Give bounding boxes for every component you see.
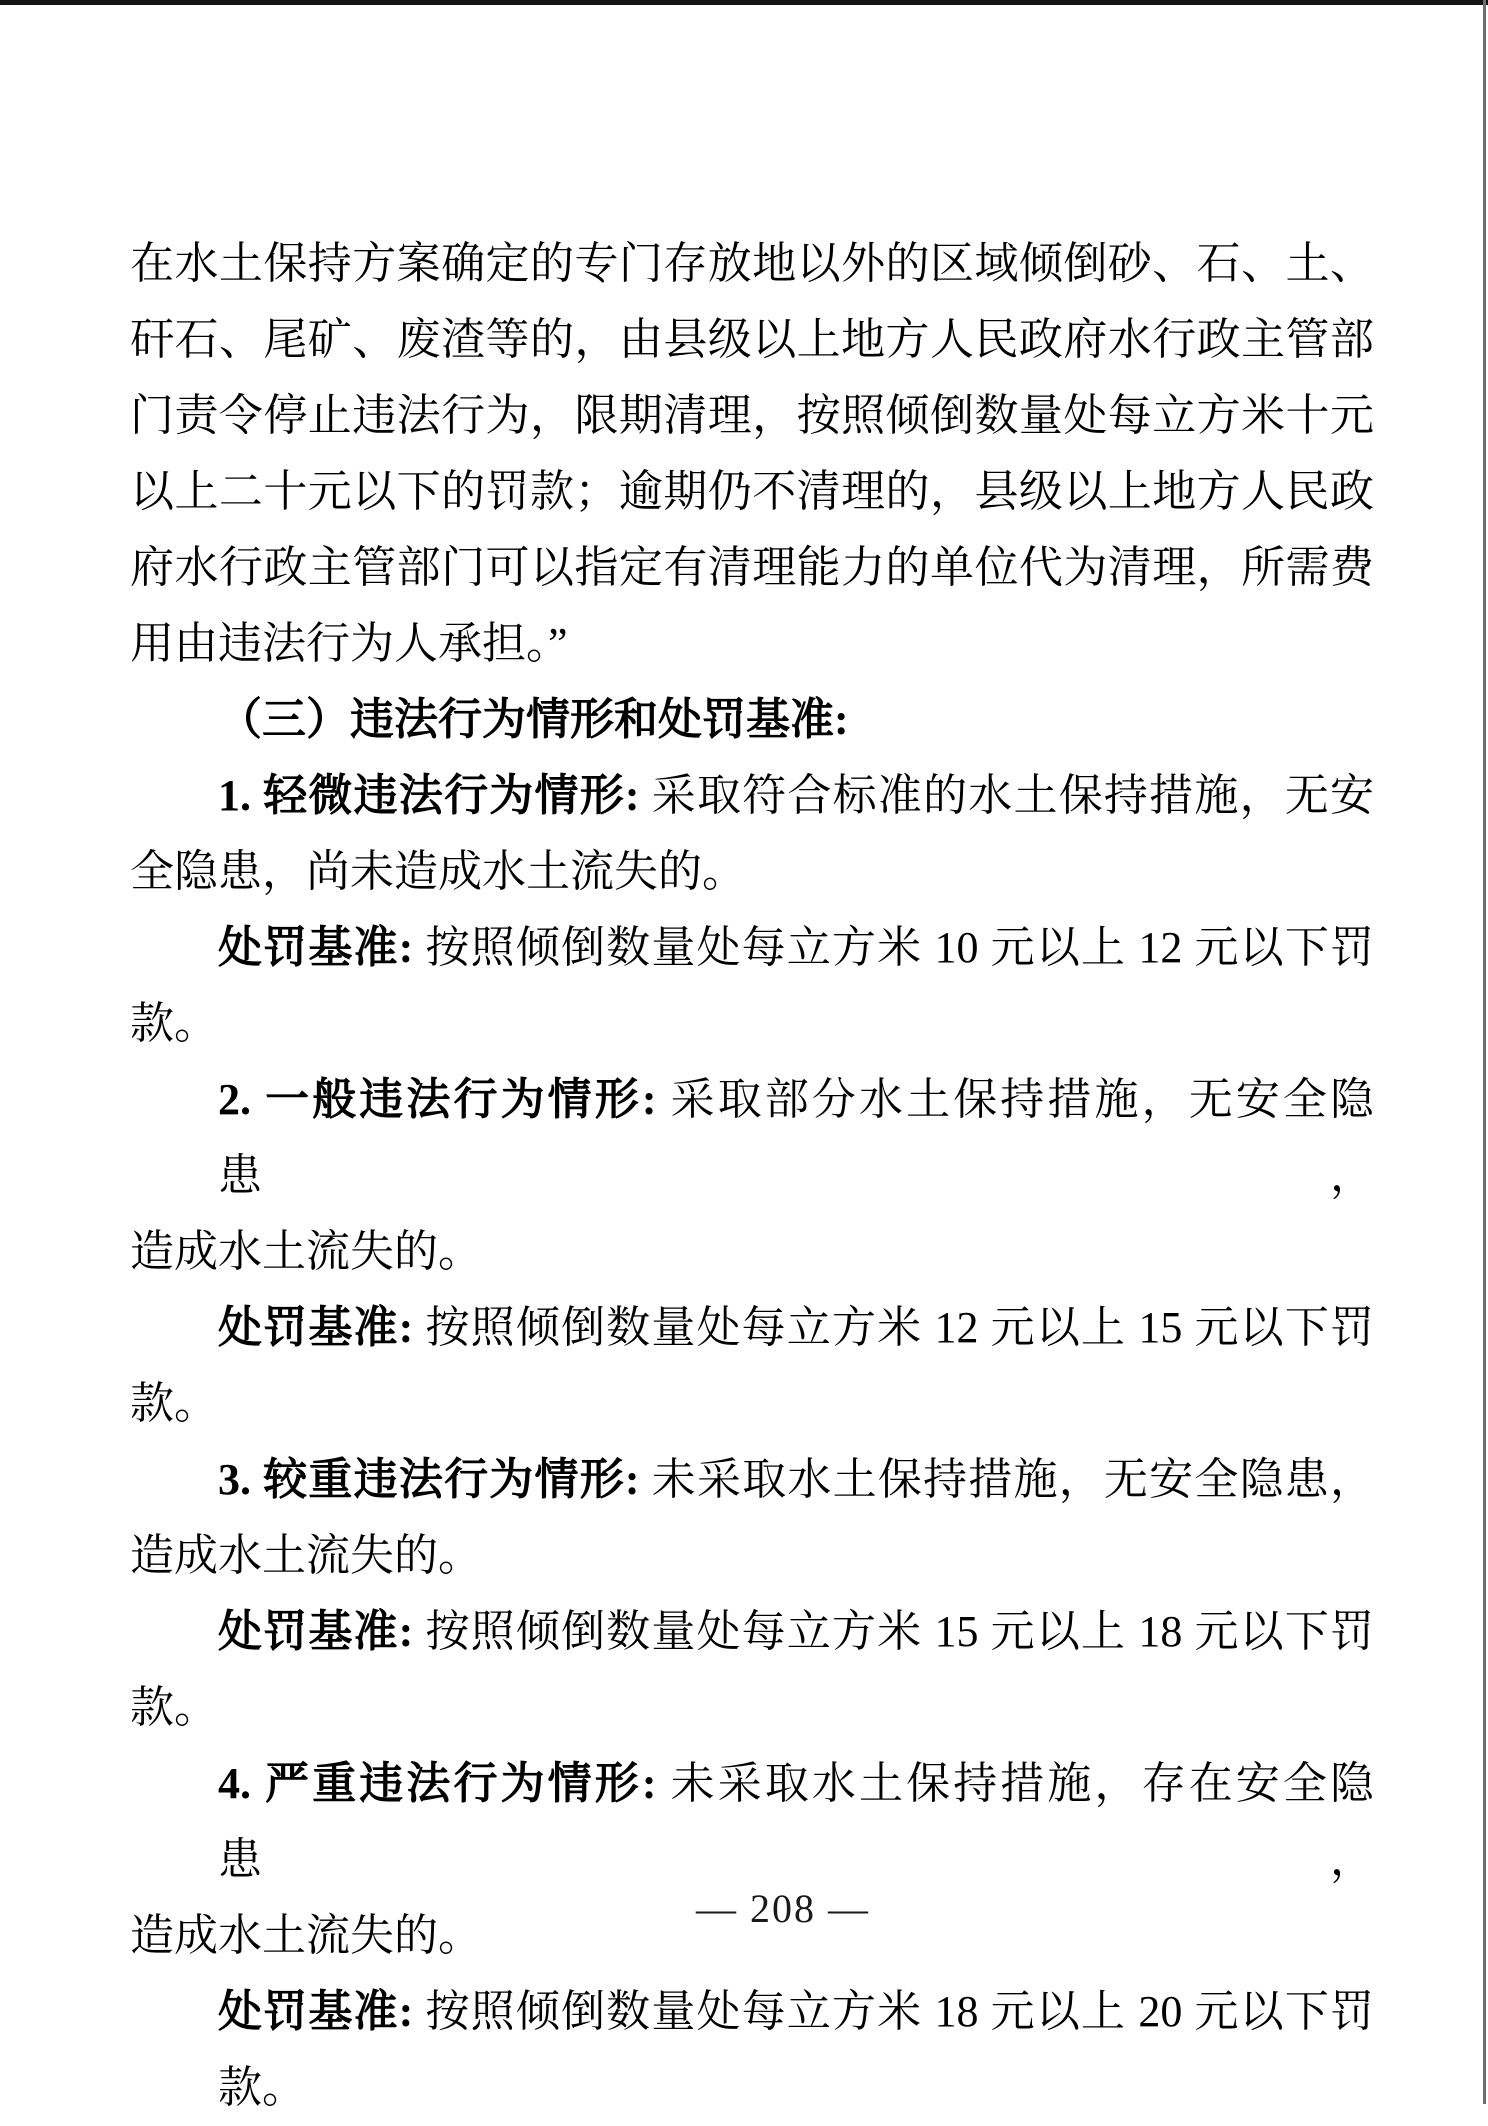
body-text: 未采取水土保持措施，无安全隐患， bbox=[639, 1455, 1374, 1504]
body-text: 造成水土流失的。 bbox=[130, 1911, 482, 1960]
text-line bbox=[130, 986, 1374, 1062]
text-line bbox=[130, 1670, 1374, 1746]
bold-text: 2. 一般违法行为情形: bbox=[218, 1075, 657, 1124]
bold-text: 3. 较重违法行为情形: bbox=[218, 1455, 640, 1504]
text-line bbox=[130, 1746, 1374, 1898]
text-line bbox=[130, 454, 1374, 530]
body-text: 款。 bbox=[130, 999, 218, 1048]
text-line bbox=[130, 530, 1374, 606]
document-body bbox=[130, 226, 1374, 2126]
penalty-4 bbox=[130, 1974, 1374, 2126]
item-1-minor-violation bbox=[130, 758, 1374, 910]
page-number: — 208 — bbox=[696, 1886, 870, 1931]
text-line bbox=[130, 378, 1374, 454]
body-text: 造成水土流失的。 bbox=[130, 1227, 482, 1276]
penalty-2 bbox=[130, 1290, 1374, 1442]
text-line bbox=[130, 758, 1374, 834]
body-text: 未采取水土保持措施，存在安全隐患， bbox=[218, 1759, 1374, 1884]
body-text: 门责令停止违法行为，限期清理，按照倾倒数量处每立方米十元 bbox=[130, 391, 1374, 440]
body-text: 造成水土流失的。 bbox=[130, 1531, 482, 1580]
scan-edge-right bbox=[1483, 0, 1486, 2104]
text-line bbox=[130, 302, 1374, 378]
text-line bbox=[130, 1974, 1374, 2126]
body-text: 矸石、尾矿、废渣等的，由县级以上地方人民政府水行政主管部 bbox=[130, 315, 1374, 364]
bold-text: 4. 严重违法行为情形: bbox=[218, 1759, 657, 1808]
text-line bbox=[130, 1518, 1374, 1594]
body-text: 采取符合标准的水土保持措施，无安 bbox=[639, 771, 1374, 820]
body-text: 按照倾倒数量处每立方米 18 元以上 20 元以下罚款。 bbox=[218, 1987, 1374, 2112]
text-line bbox=[130, 682, 1374, 758]
bold-text: 处罚基准: bbox=[218, 923, 414, 972]
bold-text: 处罚基准: bbox=[218, 1987, 414, 2036]
text-line bbox=[130, 606, 1374, 682]
item-3-serious-violation bbox=[130, 1442, 1374, 1594]
text-line bbox=[130, 1594, 1374, 1670]
text-line bbox=[130, 1062, 1374, 1214]
penalty-3 bbox=[130, 1594, 1374, 1746]
bold-text: 处罚基准: bbox=[218, 1607, 414, 1656]
item-4-severe-violation bbox=[130, 1746, 1374, 1974]
text-line bbox=[130, 1442, 1374, 1518]
text-line bbox=[130, 834, 1374, 910]
bold-text: 处罚基准: bbox=[218, 1303, 414, 1352]
text-line bbox=[130, 1290, 1374, 1366]
body-text: 款。 bbox=[130, 1379, 218, 1428]
body-text: 用由违法行为人承担。” bbox=[130, 619, 568, 668]
text-line bbox=[130, 910, 1374, 986]
section-heading bbox=[130, 682, 1374, 758]
text-line bbox=[130, 1366, 1374, 1442]
text-line bbox=[130, 226, 1374, 302]
body-text: 府水行政主管部门可以指定有清理能力的单位代为清理，所需费 bbox=[130, 543, 1374, 592]
body-text: 全隐患，尚未造成水土流失的。 bbox=[130, 847, 746, 896]
scan-edge-top bbox=[0, 0, 1488, 5]
body-text: 在水土保持方案确定的专门存放地以外的区域倾倒砂、石、土、 bbox=[130, 239, 1374, 288]
bold-text: （三）违法行为情形和处罚基准: bbox=[218, 695, 849, 744]
body-text: 按照倾倒数量处每立方米 12 元以上 15 元以下罚 bbox=[413, 1303, 1374, 1352]
penalty-1 bbox=[130, 910, 1374, 1062]
body-text: 以上二十元以下的罚款；逾期仍不清理的，县级以上地方人民政 bbox=[130, 467, 1374, 516]
body-text: 采取部分水土保持措施，无安全隐患， bbox=[218, 1075, 1374, 1200]
item-2-general-violation bbox=[130, 1062, 1374, 1290]
paragraph-continuation bbox=[130, 226, 1374, 682]
body-text: 按照倾倒数量处每立方米 10 元以上 12 元以下罚 bbox=[413, 923, 1374, 972]
text-line bbox=[130, 1214, 1374, 1290]
bold-text: 1. 轻微违法行为情形: bbox=[218, 771, 640, 820]
body-text: 按照倾倒数量处每立方米 15 元以上 18 元以下罚 bbox=[413, 1607, 1374, 1656]
body-text: 款。 bbox=[130, 1683, 218, 1732]
